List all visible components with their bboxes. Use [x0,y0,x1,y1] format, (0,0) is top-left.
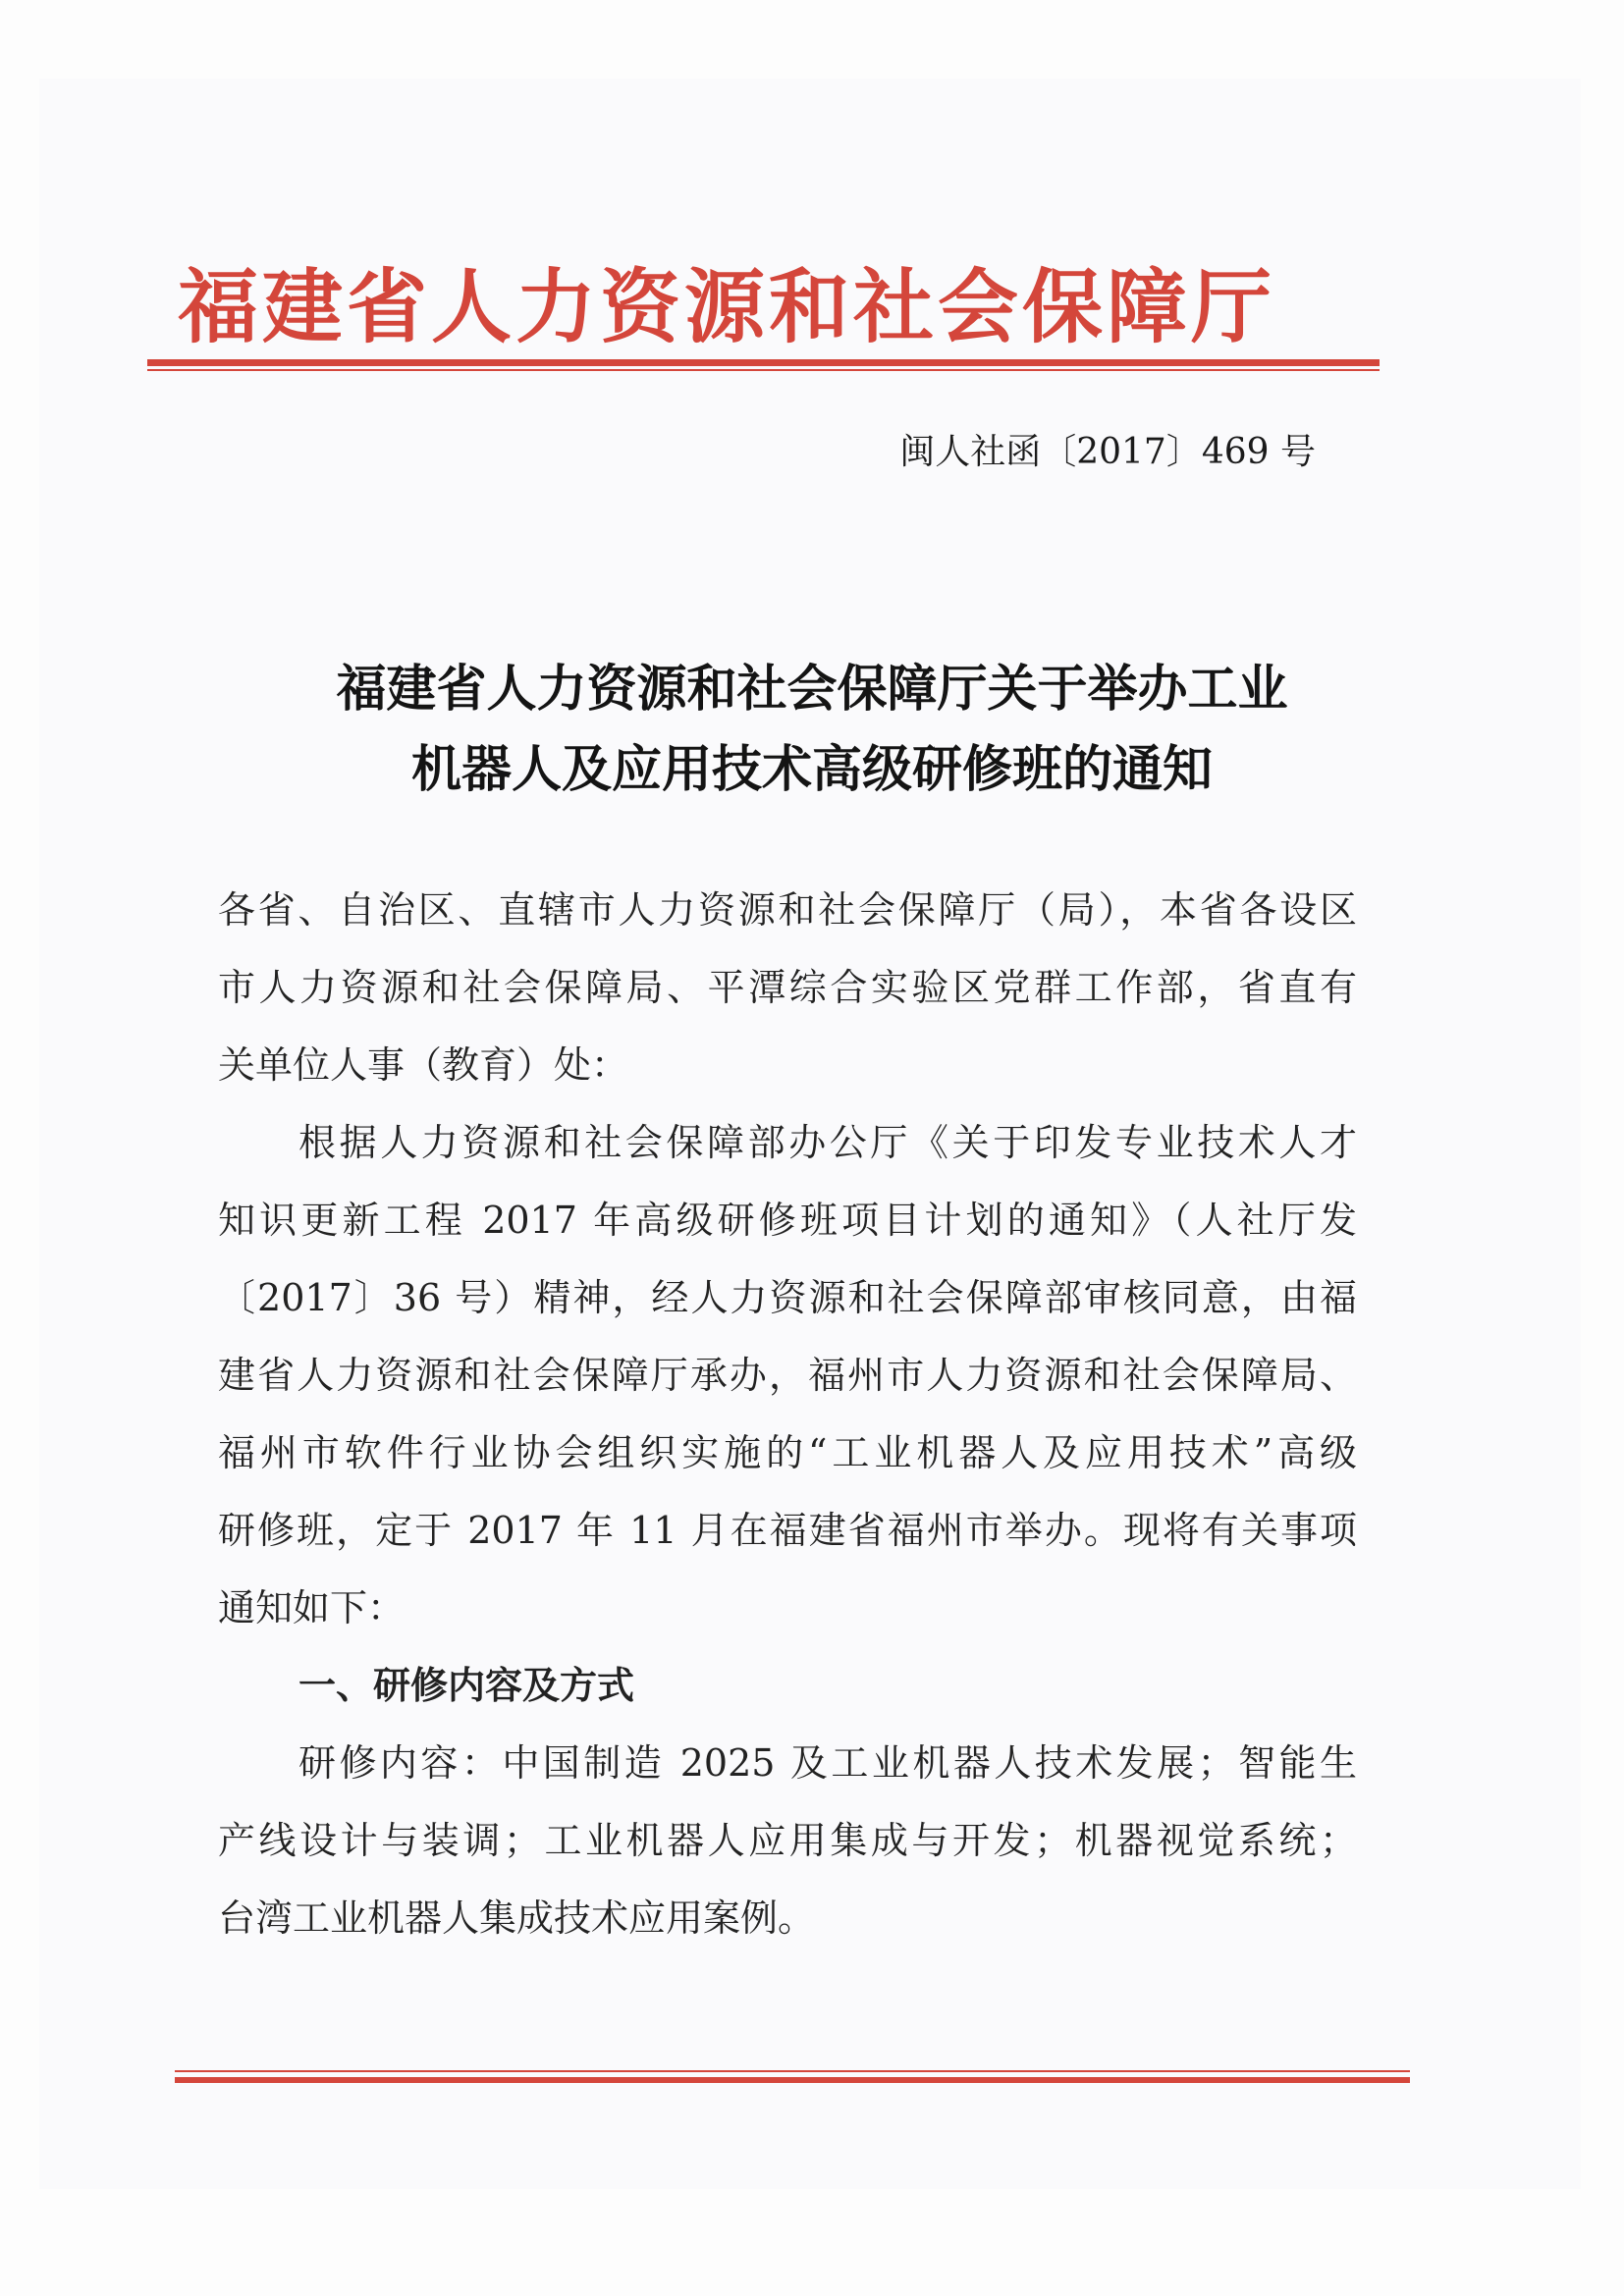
paragraph1-line-2: 知识更新工程 2017 年高级研修班项目计划的通知》（人社厅发 [218,1199,1357,1242]
paragraph1-line-4: 建省人力资源和社会保障厅承办，福州市人力资源和社会保障局、 [218,1354,1357,1397]
title-line-2: 机器人及应用技术高级研修班的通知 [410,741,1213,799]
notice-body [218,872,1357,1957]
section1-line-2: 产线设计与装调；工业机器人应用集成与开发；机器视觉系统； [218,1819,1357,1862]
section-heading: 一、研修内容及方式 [298,1664,635,1707]
paragraph1-line-3: 〔2017〕36 号）精神，经人力资源和社会保障部审核同意，由福 [218,1276,1357,1319]
addressee-line-2: 市人力资源和社会保障局、平潭综合实验区党群工作部，省直有 [218,966,1357,1009]
title-line-1: 福建省人力资源和社会保障厅关于举办工业 [336,661,1288,719]
document-number: 闽人社函〔2017〕469 号 [899,432,1316,472]
paragraph1-line-6: 研修班，定于 2017 年 11 月在福建省福州市举办。现将有关事项 [218,1509,1357,1552]
notice-title [118,650,1506,811]
section1-line-1: 研修内容：中国制造 2025 及工业机器人技术发展；智能生 [298,1741,1357,1785]
paragraph1-line-5: 福州市软件行业协会组织实施的“工业机器人及应用技术”高级 [218,1431,1357,1474]
issuer-header: 福建省人力资源和社会保障厅 [177,260,1275,354]
footer-divider [175,2077,1410,2083]
addressee-line-1: 各省、自治区、直辖市人力资源和社会保障厅（局），本省各设区 [218,888,1357,932]
section1-line-3: 台湾工业机器人集成技术应用案例。 [218,1896,816,1940]
paragraph1-line-7: 通知如下： [218,1586,406,1629]
header-divider [147,359,1380,366]
paragraph1-line-1: 根据人力资源和社会保障部办公厅《关于印发专业技术人才 [298,1121,1357,1164]
addressee-line-3: 关单位人事（教育）处： [218,1043,629,1087]
